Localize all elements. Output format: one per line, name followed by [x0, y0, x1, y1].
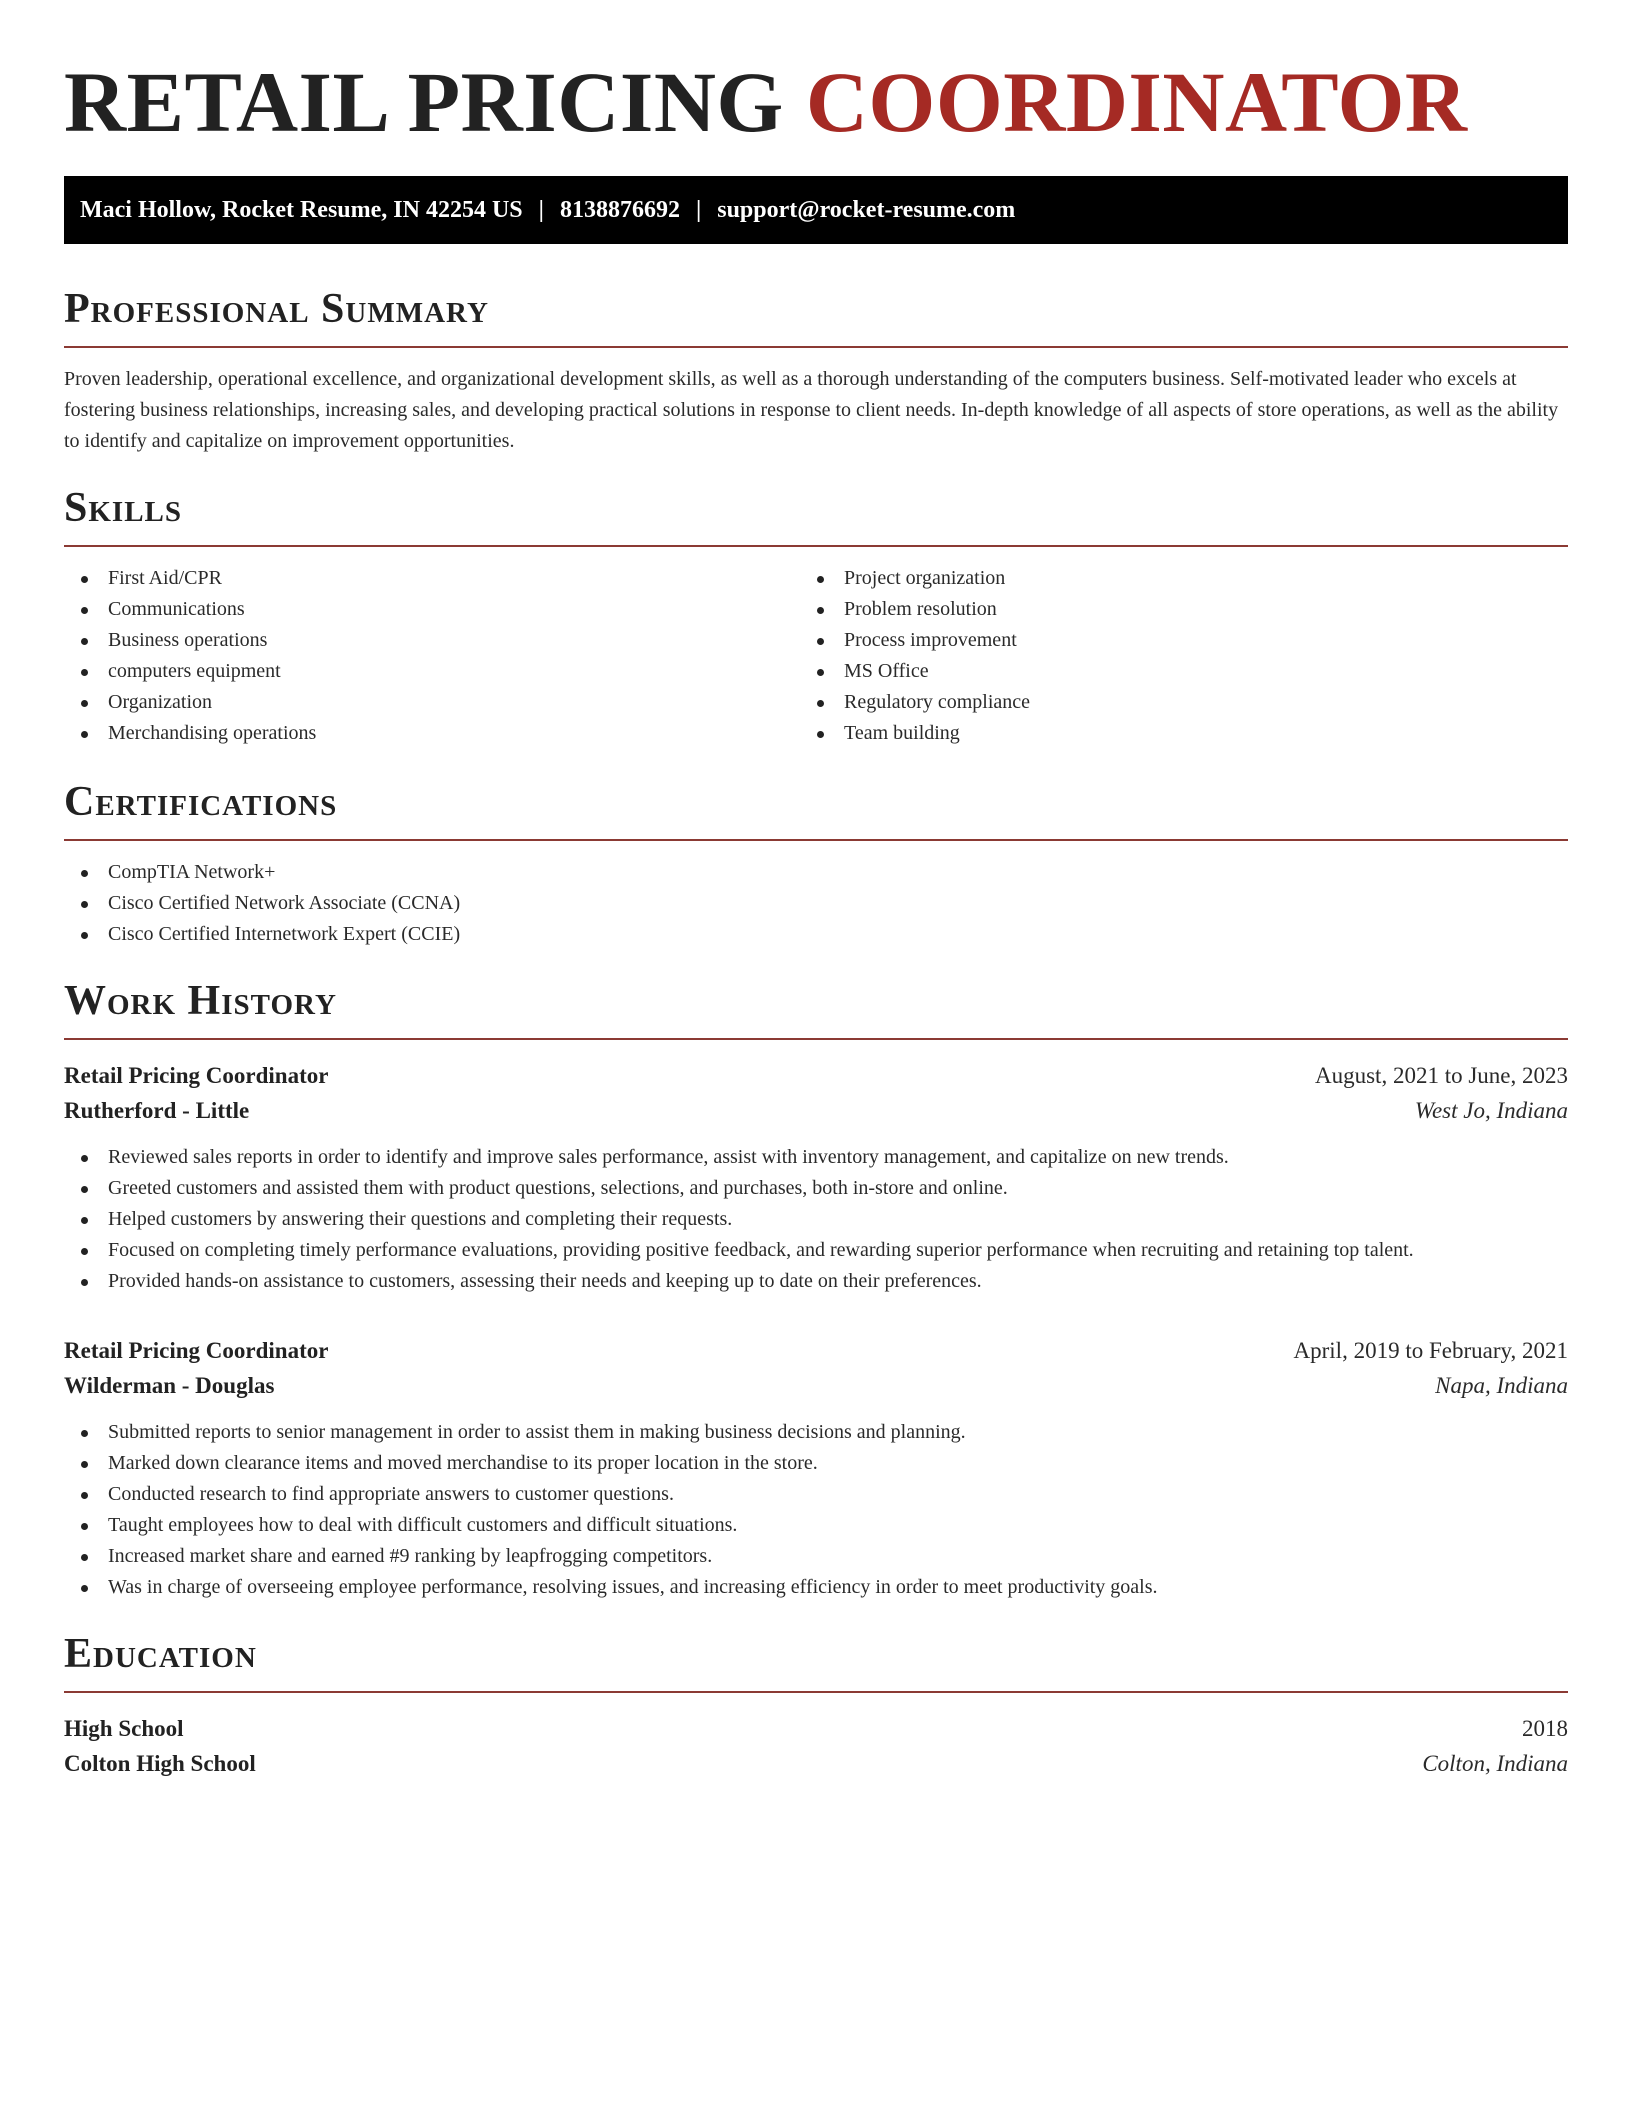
education-year: 2018 — [1522, 1716, 1568, 1741]
job-bullets — [64, 1417, 1568, 1603]
skill-item: First Aid/CPR — [64, 563, 816, 594]
job-dates: April, 2019 to February, 2021 — [1293, 1338, 1568, 1363]
contact-phone: 8138876692 — [559, 196, 680, 223]
job-company: Wilderman - Douglas — [64, 1373, 275, 1398]
job-entry — [64, 1058, 1568, 1297]
education-school-row — [64, 1746, 1568, 1781]
job-company-row — [64, 1093, 1568, 1128]
certification-item: CompTIA Network+ — [64, 857, 1568, 888]
certification-item: Cisco Certified Internetwork Expert (CCIE) — [64, 919, 1568, 950]
education-location: Colton, Indiana — [1422, 1751, 1568, 1776]
education-school: Colton High School — [64, 1751, 256, 1776]
skills-list-right — [800, 563, 1552, 749]
section-divider — [64, 1691, 1568, 1693]
job-header-row — [64, 1333, 1568, 1368]
contact-address: Maci Hollow, Rocket Resume, IN 42254 US — [80, 196, 523, 223]
skill-item: Process improvement — [800, 625, 1552, 656]
section-divider — [64, 839, 1568, 841]
work-history-section — [64, 976, 1568, 1603]
contact-email: support@rocket-resume.com — [717, 196, 1016, 223]
section-divider — [64, 346, 1568, 348]
skill-item: Regulatory compliance — [800, 687, 1552, 718]
education-degree: High School — [64, 1716, 184, 1741]
job-company-row — [64, 1368, 1568, 1403]
education-entry — [64, 1711, 1568, 1781]
contact-bar — [64, 176, 1568, 244]
skills-heading: Skills — [64, 485, 183, 531]
section-divider — [64, 1038, 1568, 1040]
job-dates: August, 2021 to June, 2023 — [1315, 1063, 1568, 1088]
work-history-heading: Work History — [64, 978, 337, 1024]
job-company: Rutherford - Little — [64, 1098, 250, 1123]
page-title — [64, 52, 1568, 152]
summary-heading: Professional Summary — [64, 286, 489, 332]
skill-item: Merchandising operations — [64, 718, 816, 749]
job-bullet: Was in charge of overseeing employee performance, resolving issues, and increasing efficiency in order to meet productivity goals. — [64, 1572, 1568, 1603]
contact-separator: | — [538, 196, 544, 223]
skill-item: Project organization — [800, 563, 1552, 594]
skill-item: Business operations — [64, 625, 816, 656]
skills-list-left — [64, 563, 816, 749]
skills-section — [64, 483, 1568, 749]
skill-item: Organization — [64, 687, 816, 718]
job-bullet: Taught employees how to deal with difficult customers and difficult situations. — [64, 1510, 1568, 1541]
job-bullet: Reviewed sales reports in order to identify and improve sales performance, assist with inventory management, and capitalize on new trends. — [64, 1142, 1568, 1173]
skill-item: Problem resolution — [800, 594, 1552, 625]
job-bullet: Focused on completing timely performance evaluations, providing positive feedback, and rewarding superior performance when recruiting and retaining top talent. — [64, 1235, 1568, 1266]
skill-item: MS Office — [800, 656, 1552, 687]
job-bullet: Greeted customers and assisted them with product questions, selections, and purchases, both in-store and online. — [64, 1173, 1568, 1204]
education-heading: Education — [64, 1631, 257, 1677]
skill-item: Communications — [64, 594, 816, 625]
job-bullet: Provided hands-on assistance to customers, assessing their needs and keeping up to date on their preferences. — [64, 1266, 1568, 1297]
certifications-section — [64, 777, 1568, 950]
certification-item: Cisco Certified Network Associate (CCNA) — [64, 888, 1568, 919]
contact-separator: | — [695, 196, 702, 223]
job-bullet: Marked down clearance items and moved merchandise to its proper location in the store. — [64, 1448, 1568, 1479]
title-main: RETAIL PRICING — [64, 54, 784, 150]
job-title: Retail Pricing Coordinator — [64, 1338, 329, 1363]
education-header-row — [64, 1711, 1568, 1746]
education-section — [64, 1629, 1568, 1781]
summary-section — [64, 284, 1568, 457]
job-location: Napa, Indiana — [1435, 1373, 1568, 1398]
job-bullet: Increased market share and earned #9 ranking by leapfrogging competitors. — [64, 1541, 1568, 1572]
job-header-row — [64, 1058, 1568, 1093]
job-bullets — [64, 1142, 1568, 1297]
job-bullet: Conducted research to find appropriate answers to customer questions. — [64, 1479, 1568, 1510]
job-bullet: Submitted reports to senior management in order to assist them in making business decisions and planning. — [64, 1417, 1568, 1448]
skills-grid — [64, 547, 1568, 749]
title-accent: COORDINATOR — [805, 54, 1468, 150]
certifications-list — [64, 857, 1568, 950]
summary-text: Proven leadership, operational excellence, and organizational development skills, as well as a thorough understanding of the computers business. Self-motivated leader who excels at fostering business relationships, increasing sales, and developing practical solutions in response to client needs. In-depth knowledge of all aspects of store operations, as well as the ability to identify and capitalize on improvement opportunities. — [64, 368, 1559, 452]
skill-item: Team building — [800, 718, 1552, 749]
job-bullet: Helped customers by answering their questions and completing their requests. — [64, 1204, 1568, 1235]
certifications-heading: Certifications — [64, 779, 338, 825]
job-entry — [64, 1333, 1568, 1603]
job-title: Retail Pricing Coordinator — [64, 1063, 329, 1088]
skill-item: computers equipment — [64, 656, 816, 687]
job-location: West Jo, Indiana — [1414, 1098, 1568, 1123]
